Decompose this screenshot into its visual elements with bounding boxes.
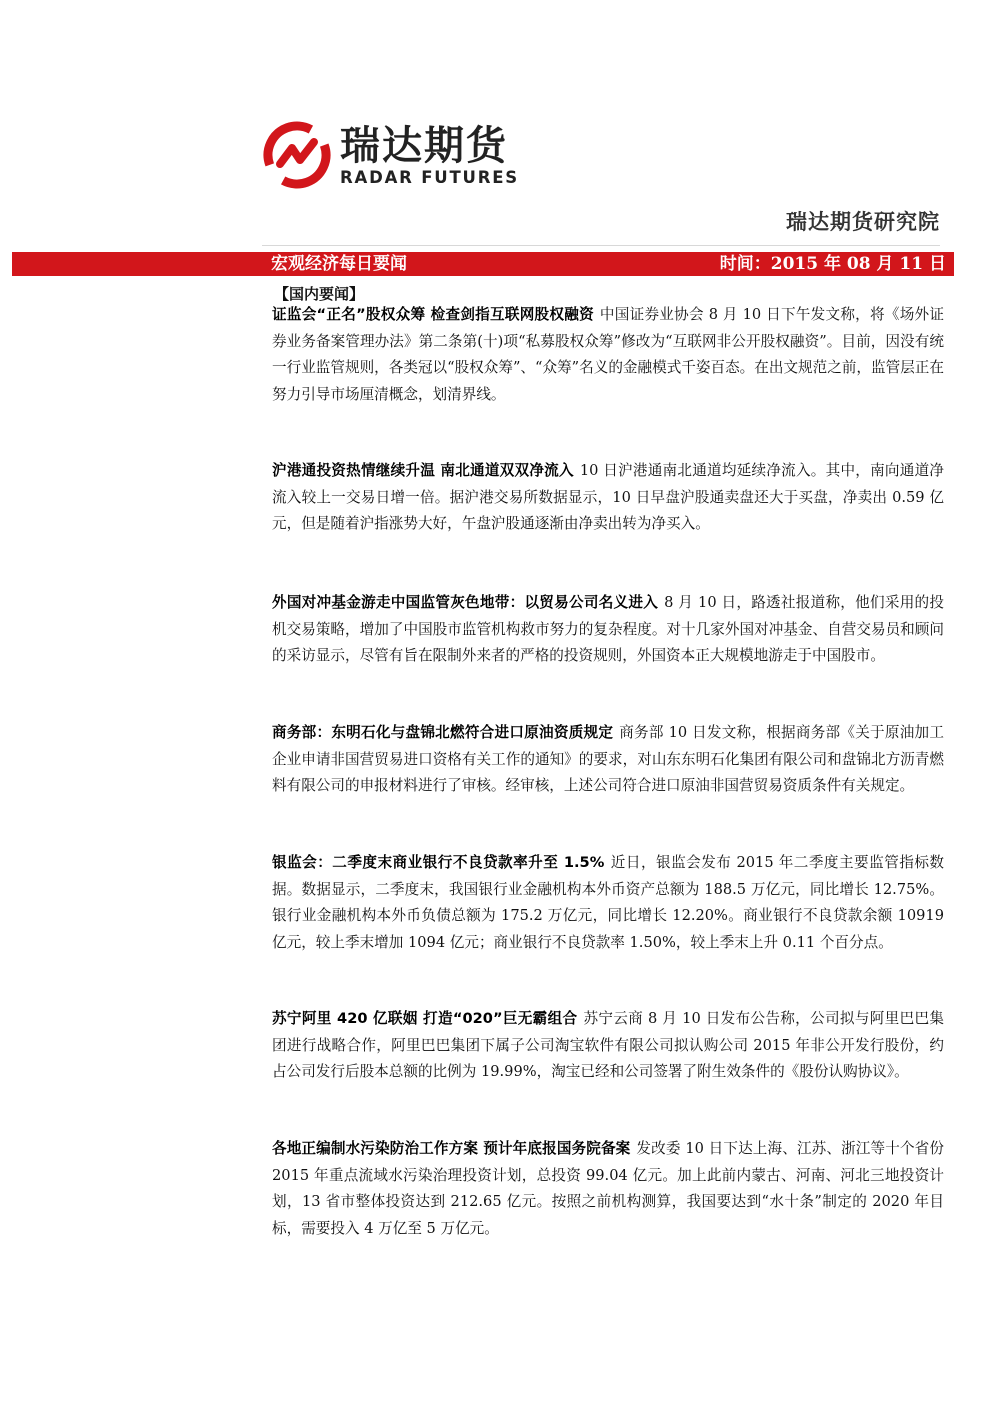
radar-futures-logo-icon (262, 120, 332, 190)
news-headline: 银监会：二季度末商业银行不良贷款率升至 1.5% (272, 854, 605, 871)
news-body: 8 月 10 日，路透社报道称，他们采用的投机交易策略，增加了中国股市监管机构救市努力的复杂程度。对十几家外国对冲基金、自营交易员和顾问的采访显示，尽管有旨在限制外来者的严格的投资规则，外国资本正大规模地游走于中国股市。 (272, 594, 944, 665)
news-body: 商务部 10 日发文称，根据商务部《关于原油加工企业申请非国营贸易进口资格有关工作的通知》的要求，对山东东明石化集团有限公司和盘锦北方沥青燃料有限公司的申报材料进行了审核。经审核，上述公司符合进口原油非国营贸易资质条件有关规定。 (272, 724, 944, 795)
logo-english-name: RADAR FUTURES (340, 168, 519, 187)
news-headline: 苏宁阿里 420 亿联姻 打造“020”巨无霸组合 (272, 1010, 578, 1027)
news-item (272, 590, 944, 670)
news-body: 发改委 10 日下达上海、江苏、浙江等十个省份 2015 年重点流域水污染治理投资计划，总投资 99.04 亿元。加上此前内蒙古、河南、河北三地投资计划，13 省市整体投资达到 212.65 亿元。按照之前机构测算，我国要达到“水十条”制定的 2020 年目标，需要投入 4 万亿至 5 万亿元。 (272, 1140, 944, 1237)
news-item (272, 302, 944, 408)
institute-name: 瑞达期货研究院 (786, 210, 940, 234)
logo-chinese-name: 瑞达期货 (340, 123, 508, 169)
company-logo (262, 120, 532, 190)
news-headline: 外国对冲基金游走中国监管灰色地带：以贸易公司名义进入 (272, 594, 659, 611)
news-item (272, 1136, 944, 1242)
news-item (272, 720, 944, 800)
news-headline: 商务部：东明石化与盘锦北燃符合进口原油资质规定 (272, 724, 614, 741)
report-banner (12, 252, 954, 276)
news-headline: 各地正编制水污染防治工作方案 预计年底报国务院备案 (272, 1140, 631, 1157)
header-divider (262, 245, 940, 246)
news-body: 10 日沪港通南北通道均延续净流入。其中，南向通道净流入较上一交易日增一倍。据沪港交易所数据显示，10 日早盘沪股通卖盘还大于买盘，净卖出 0.59 亿元，但是随着沪指涨势大好，午盘沪股通逐渐由净卖出转为净买入。 (272, 462, 944, 533)
news-item (272, 1006, 944, 1086)
news-body: 中国证券业协会 8 月 10 日下午发文称，将《场外证券业务备案管理办法》第二条第(十)项“私募股权众筹”修改为“互联网非公开股权融资”。目前，因没有统一行业监管规则，各类冠以“股权众筹”、“众筹”名义的金融模式千姿百态。在出文规范之前，监管层正在努力引导市场厘清概念，划清界线。 (272, 306, 944, 403)
news-body: 近日，银监会发布 2015 年二季度主要监管指标数据。数据显示，二季度末，我国银行业金融机构本外币资产总额为 188.5 万亿元，同比增长 12.75%。银行业金融机构本外币负债总额为 175.2 万亿元，同比增长 12.20%。商业银行不良贷款余额 10919 亿元，较上季末增加 1094 亿元；商业银行不良贷款率 1.50%，较上季末上升 0.11 个百分点。 (272, 854, 944, 951)
news-item (272, 850, 944, 956)
news-headline: 证监会“正名”股权众筹 检查剑指互联网股权融资 (272, 306, 594, 323)
news-body: 苏宁云商 8 月 10 日发布公告称，公司拟与阿里巴巴集团进行战略合作，阿里巴巴集团下属子公司淘宝软件有限公司拟认购公司 2015 年非公开发行股份，约占公司发行后股本总额的比例为 19.99%，淘宝已经和公司签署了附生效条件的《股份认购协议》。 (272, 1010, 944, 1081)
report-title: 宏观经济每日要闻 (271, 254, 407, 274)
section-title-domestic: 【国内要闻】 (274, 285, 365, 303)
news-headline: 沪港通投资热情继续升温 南北通道双双净流入 (272, 462, 574, 479)
report-date: 时间：2015 年 08 月 11 日 (719, 254, 946, 274)
news-item (272, 458, 944, 538)
